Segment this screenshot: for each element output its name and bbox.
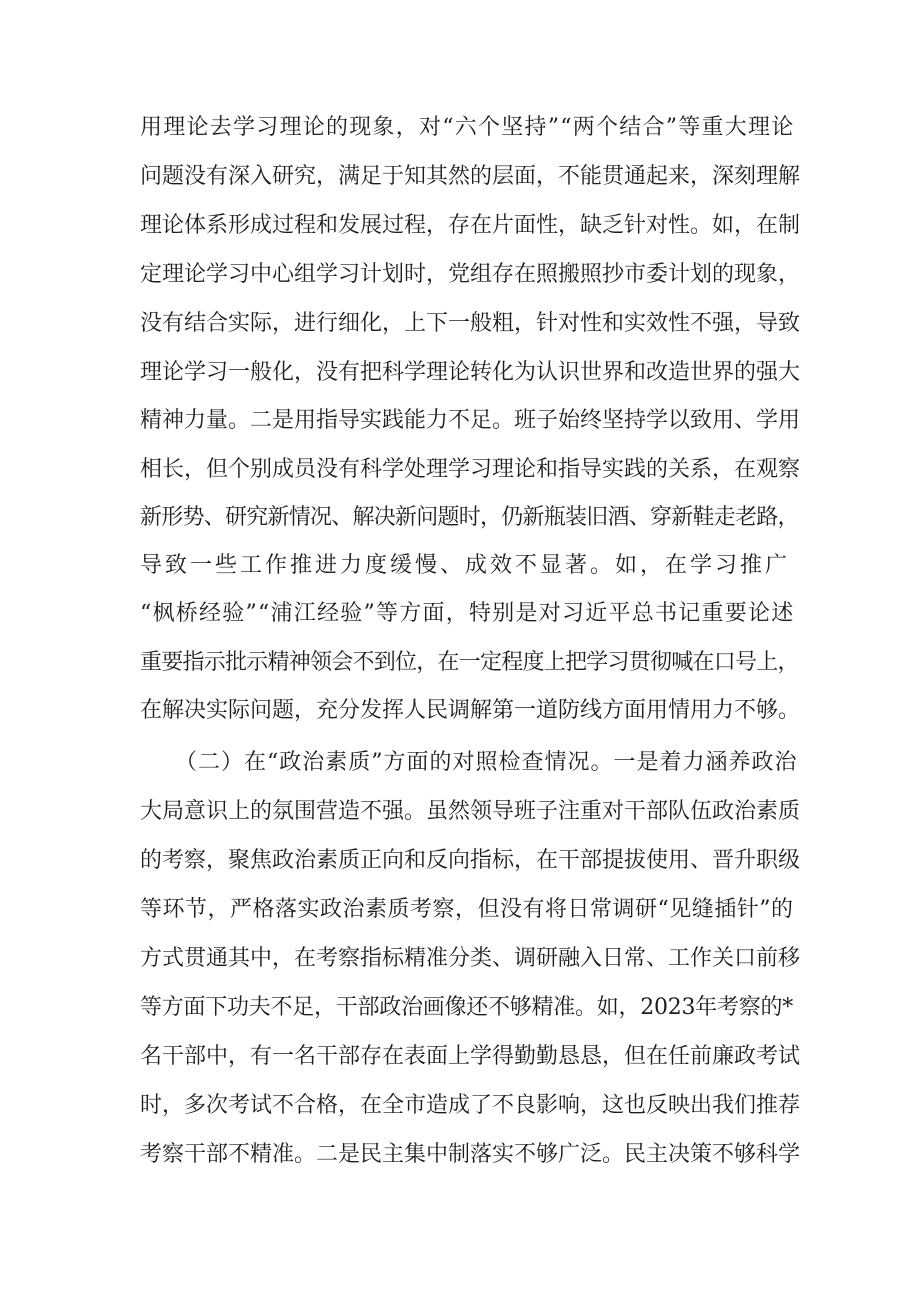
text-line: 用理论去学习理论的现象，对“六个坚持”“两个结合”等重大理论 <box>140 115 795 140</box>
text-line: 时，多次考试不合格，在全市造成了不良影响，这也反映出我们推荐 <box>140 1093 801 1118</box>
text-line: 精神力量。二是用指导实践能力不足。班子始终坚持学以致用、学用 <box>140 408 801 433</box>
text-line: 方式贯通其中，在考察指标精准分类、调研融入日常、工作关口前移 <box>140 946 801 971</box>
text-line: 等环节，严格落实政治素质考察，但没有将日常调研“见缝插针”的 <box>140 897 794 922</box>
text-line: 大局意识上的氛围营造不强。虽然领导班子注重对干部队伍政治素质 <box>140 799 801 824</box>
text-line: 导致一些工作推进力度缓慢、成效不显著。如，在学习推广 <box>140 553 791 578</box>
text-line: 相长，但个别成员没有科学处理学习理论和指导实践的关系，在观察 <box>140 457 801 482</box>
text-line: 考察干部不精准。二是民主集中制落实不够广泛。民主决策不够科学 <box>140 1142 801 1167</box>
text-line: 理论学习一般化，没有把科学理论转化为认识世界和改造世界的强大 <box>140 360 801 385</box>
text-line: 理论体系形成过程和发展过程，存在片面性，缺乏针对性。如，在制 <box>140 213 801 238</box>
text-line: 没有结合实际，进行细化，上下一般粗，针对性和实效性不强，导致 <box>140 311 801 336</box>
text-line: 名干部中，有一名干部存在表面上学得勤勤恳恳，但在任前廉政考试 <box>140 1044 801 1069</box>
text-line: 问题没有深入研究，满足于知其然的层面，不能贯通起来，深刻理解 <box>140 164 801 189</box>
section-heading-line: （二）在“政治素质”方面的对照检查情况。一是着力涵养政治 <box>175 750 798 775</box>
text-line: 新形势、研究新情况、解决新问题时，仍新瓶装旧酒、穿新鞋走老路， <box>140 505 799 530</box>
text-line: 等方面下功夫不足，干部政治画像还不够精准。如，2023年考察的* <box>140 995 793 1020</box>
text-line: 在解决实际问题，充分发挥人民调解第一道防线方面用情用力不够。 <box>140 698 801 723</box>
text-line: 定理论学习中心组学习计划时，党组存在照搬照抄市委计划的现象， <box>140 262 801 287</box>
text-line: 重要指示批示精神领会不到位，在一定程度上把学习贯彻喊在口号上， <box>140 650 799 675</box>
text-line: “枫桥经验”“浦江经验”等方面，特别是对习近平总书记重要论述 <box>140 601 795 626</box>
text-line: 的考察，聚焦政治素质正向和反向指标，在干部提拔使用、晋升职级 <box>140 848 801 873</box>
